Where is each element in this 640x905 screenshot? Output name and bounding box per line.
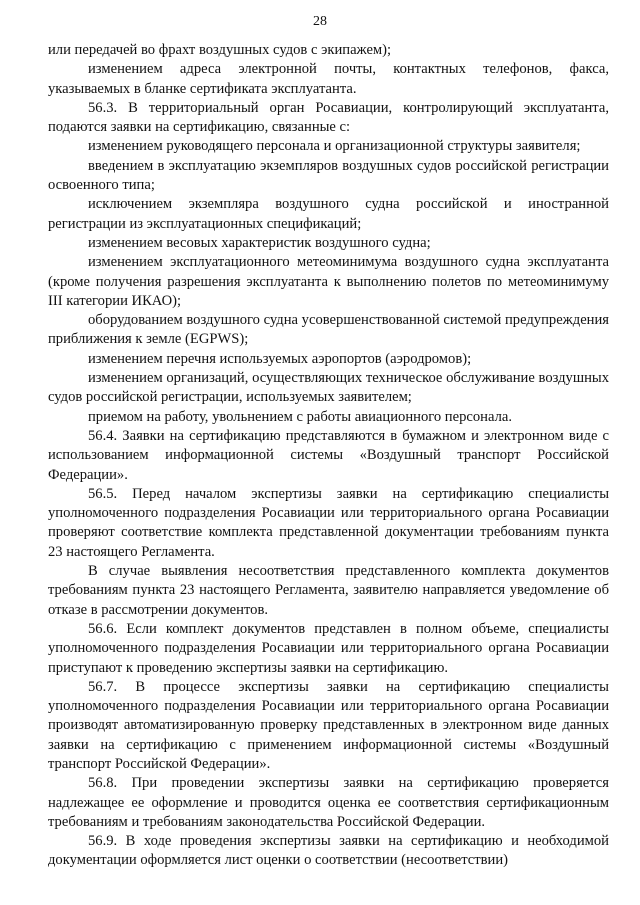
paragraph-10: изменением перечня используемых аэропортов (аэродромов);	[88, 350, 472, 367]
paragraph-4: изменением руководящего персонала и организационной структуры заявителя;	[88, 138, 581, 155]
paragraph-16: 56.6. Если комплект документов представлен в полном объеме, специалисты уполномоченного подразделения Росавиации или территориального органа Росавиации приступают к проведению экспертизы заявки на сертификацию.	[48, 620, 609, 676]
paragraph-11: изменением организаций, осуществляющих техническое обслуживание воздушных судов российской регистрации, используемых заявителем;	[48, 370, 609, 406]
paragraph-5: введением в эксплуатацию экземпляров воздушных судов российской регистрации освоенного типа;	[48, 157, 609, 194]
paragraph-9: оборудованием воздушного судна усовершенствованной системой предупреждения приближения к земле (EGPWS);	[48, 312, 609, 348]
paragraph-1: или передачей во фрахт воздушных судов с экипажем);	[48, 42, 392, 58]
paragraph-14: 56.5. Перед началом экспертизы заявки на сертификацию специалисты уполномоченного подразделения Росавиации или территориального органа Росавиации проверяют соответствие комплекта представленной документации требованиям пункта 23 настоящего Регламента.	[48, 485, 609, 560]
paragraph-18: 56.8. При проведении экспертизы заявки на сертификацию проверяется надлежащее ее оформление и проводится оценка ее соответствия сертификационным требованиям и требованиям законодательства Российской Федерации.	[48, 775, 609, 830]
paragraph-8: изменением эксплуатационного метеоминимума воздушного судна эксплуатанта (кроме получения разрешения эксплуатанта к выполнению полетов по метеоминимуму III категории ИКАО);	[48, 254, 609, 309]
paragraph-12: приемом на работу, увольнением с работы авиационного персонала.	[88, 408, 512, 425]
paragraph-7: изменением весовых характеристик воздушного судна;	[88, 234, 431, 251]
document-body	[48, 41, 609, 871]
paragraph-6: исключением экземпляра воздушного судна российской и иностранной регистрации из эксплуатационных спецификаций;	[48, 196, 609, 232]
paragraph-17: 56.7. В процессе экспертизы заявки на сертификацию специалисты уполномоченного подразделения Росавиации или территориального органа Росавиации производят автоматизированную проверку представленных в электронном виде данных заявки на сертификацию с применением информационной системы «Воздушный транспорт Российской Федерации».	[48, 678, 609, 772]
paragraph-2: изменением адреса электронной почты, контактных телефонов, факса, указываемых в бланке сертификата эксплуатанта.	[48, 61, 609, 97]
paragraph-19: 56.9. В ходе проведения экспертизы заявки на сертификацию и необходимой документации оформляется лист оценки о соответствии (несоответствии)	[48, 833, 609, 869]
paragraph-15: В случае выявления несоответствия представленного комплекта документов требованиям пункта 23 настоящего Регламента, заявителю направляется уведомление об отказе в рассмотрении документов.	[48, 563, 609, 618]
paragraph-13: 56.4. Заявки на сертификацию представляются в бумажном и электронном виде с использованием информационной системы «Воздушный транспорт Российской Федерации».	[48, 427, 609, 483]
paragraph-3: 56.3. В территориальный орган Росавиации, контролирующий эксплуатанта, подаются заявки на сертификацию, связанные с:	[48, 99, 609, 136]
page-number: 28	[313, 14, 327, 29]
